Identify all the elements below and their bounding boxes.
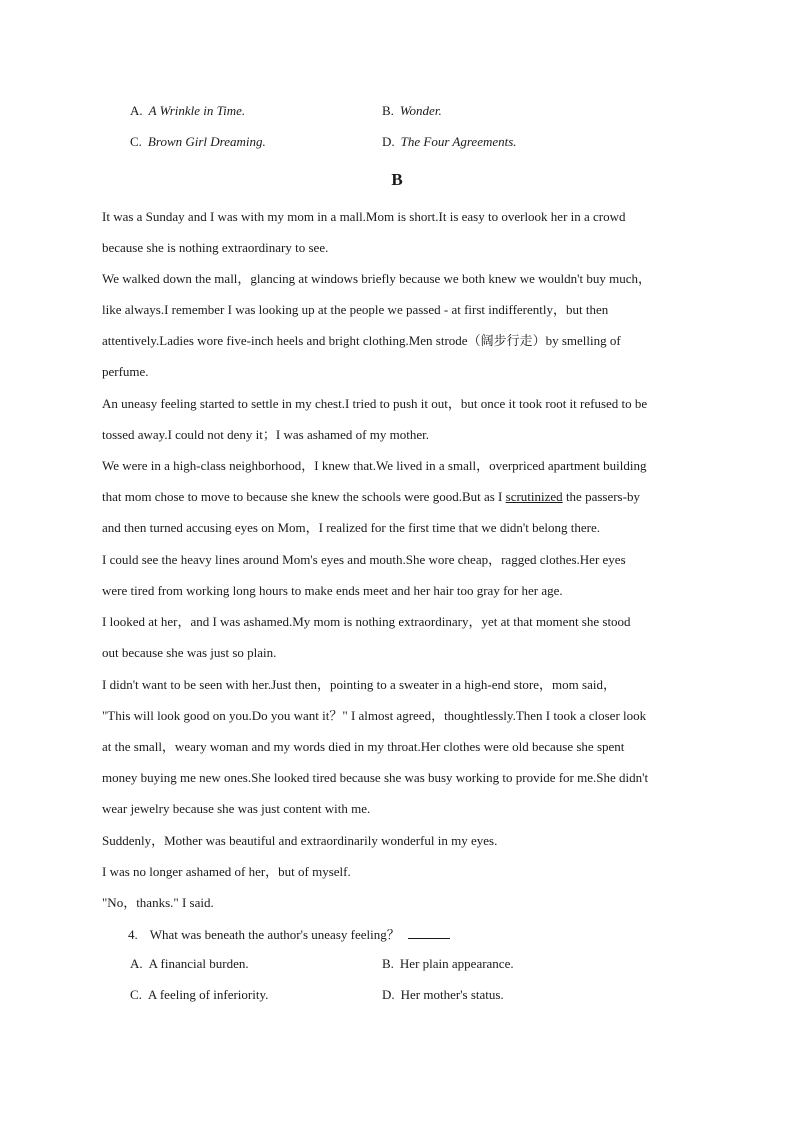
option-text: A Wrinkle in Time.	[148, 103, 246, 118]
option-letter: B.	[382, 103, 394, 118]
prev-option-b[interactable]	[382, 103, 442, 119]
passage-line: like always.I remember I was looking up at the people we passed - at first indifferently，but then	[102, 302, 609, 318]
prev-option-a[interactable]	[130, 103, 245, 119]
passage-line: I didn't want to be seen with her.Just then，pointing to a sweater in a high-end store，mom said，	[102, 677, 616, 692]
option-letter: D.	[382, 134, 395, 149]
passage-paragraph-6	[102, 606, 702, 668]
question-4	[128, 924, 450, 943]
passage-text: the passers-by	[562, 489, 640, 505]
passage-line: tossed away.I could not deny it；I was ashamed of my mother.	[102, 427, 429, 443]
q4-option-b[interactable]	[382, 956, 514, 972]
q4-option-c[interactable]	[130, 987, 268, 1003]
passage-line: at the small，weary woman and my words died in my throat.Her clothes were old because she spent	[102, 739, 625, 755]
passage-line: "No，thanks." I said.	[102, 895, 214, 910]
passage-line: "This will look good on you.Do you want it？" I almost agreed，thoughtlessly.Then I took a closer look	[102, 708, 647, 724]
option-text: A feeling of inferiority.	[147, 987, 269, 1002]
question-text: What was beneath the author's uneasy feeling？	[149, 927, 400, 942]
passage-paragraph-7	[102, 669, 702, 824]
passage-paragraph-1	[102, 201, 702, 263]
passage-line: We walked down the mall，glancing at windows briefly because we both knew we wouldn't buy much，	[102, 271, 651, 286]
option-text: A financial burden.	[148, 956, 249, 971]
prev-option-d[interactable]	[382, 134, 517, 150]
q4-options-row-1	[0, 956, 794, 976]
passage-line	[102, 481, 702, 512]
passage-line: An uneasy feeling started to settle in my chest.I tried to push it out，but once it took root it refused to be	[102, 396, 648, 411]
option-letter: C.	[130, 134, 142, 149]
q4-option-d[interactable]	[382, 987, 504, 1003]
q4-option-a[interactable]	[130, 956, 249, 972]
q4-options-row-2	[0, 987, 794, 1007]
passage-line: perfume.	[102, 364, 149, 380]
section-heading: B	[391, 170, 403, 189]
prev-options-row-1	[0, 103, 794, 123]
passage-paragraph-8	[102, 825, 702, 856]
passage-line: and then turned accusing eyes on Mom，I realized for the first time that we didn't belong there.	[102, 520, 600, 536]
passage-line: We were in a high-class neighborhood，I knew that.We lived in a small，overpriced apartment building	[102, 458, 647, 473]
option-text: The Four Agreements.	[400, 134, 517, 149]
passage-line: It was a Sunday and I was with my mom in a mall.Mom is short.It is easy to overlook her in a crowd	[102, 209, 626, 224]
passage-paragraph-3	[102, 388, 702, 450]
option-text: Her mother's status.	[400, 987, 504, 1002]
option-text: Her plain appearance.	[399, 956, 514, 971]
option-letter: A.	[130, 956, 143, 971]
passage-line: money buying me new ones.She looked tired because she was busy working to provide for me.She didn't	[102, 770, 649, 786]
passage-line: because she is nothing extraordinary to see.	[102, 240, 329, 256]
passage-text: that mom chose to move to because she knew the schools were good.But as I	[102, 489, 506, 505]
passage-line: Suddenly，Mother was beautiful and extraordinarily wonderful in my eyes.	[102, 833, 498, 848]
option-letter: B.	[382, 956, 394, 971]
passage-line: were tired from working long hours to make ends meet and her hair too gray for her age.	[102, 583, 563, 599]
passage-line: out because she was just so plain.	[102, 645, 277, 661]
prev-options-row-2	[0, 134, 794, 154]
option-letter: C.	[130, 987, 142, 1002]
question-number: 4.	[128, 927, 138, 942]
passage-paragraph-4	[102, 450, 702, 543]
passage-paragraph-2	[102, 263, 702, 387]
option-text: Wonder.	[399, 103, 442, 118]
passage-line: I was no longer ashamed of her，but of myself.	[102, 864, 351, 879]
prev-option-c[interactable]	[130, 134, 266, 150]
passage-paragraph-9	[102, 856, 702, 887]
option-letter: A.	[130, 103, 143, 118]
passage-line: attentively.Ladies wore five-inch heels and bright clothing.Men strode（阔步行走）by smelling of	[102, 333, 621, 349]
underlined-word-scrutinized: scrutinized	[505, 489, 563, 505]
passage-line: wear jewelry because she was just content with me.	[102, 801, 371, 817]
passage-paragraph-10	[102, 887, 702, 918]
passage-line: I could see the heavy lines around Mom's eyes and mouth.She wore cheap，ragged clothes.Her eyes	[102, 552, 626, 567]
passage-line: I looked at her，and I was ashamed.My mom is nothing extraordinary，yet at that moment she stood	[102, 614, 631, 629]
passage-paragraph-5	[102, 544, 702, 606]
option-text: Brown Girl Dreaming.	[147, 134, 266, 149]
option-letter: D.	[382, 987, 395, 1002]
answer-blank[interactable]	[408, 926, 450, 939]
